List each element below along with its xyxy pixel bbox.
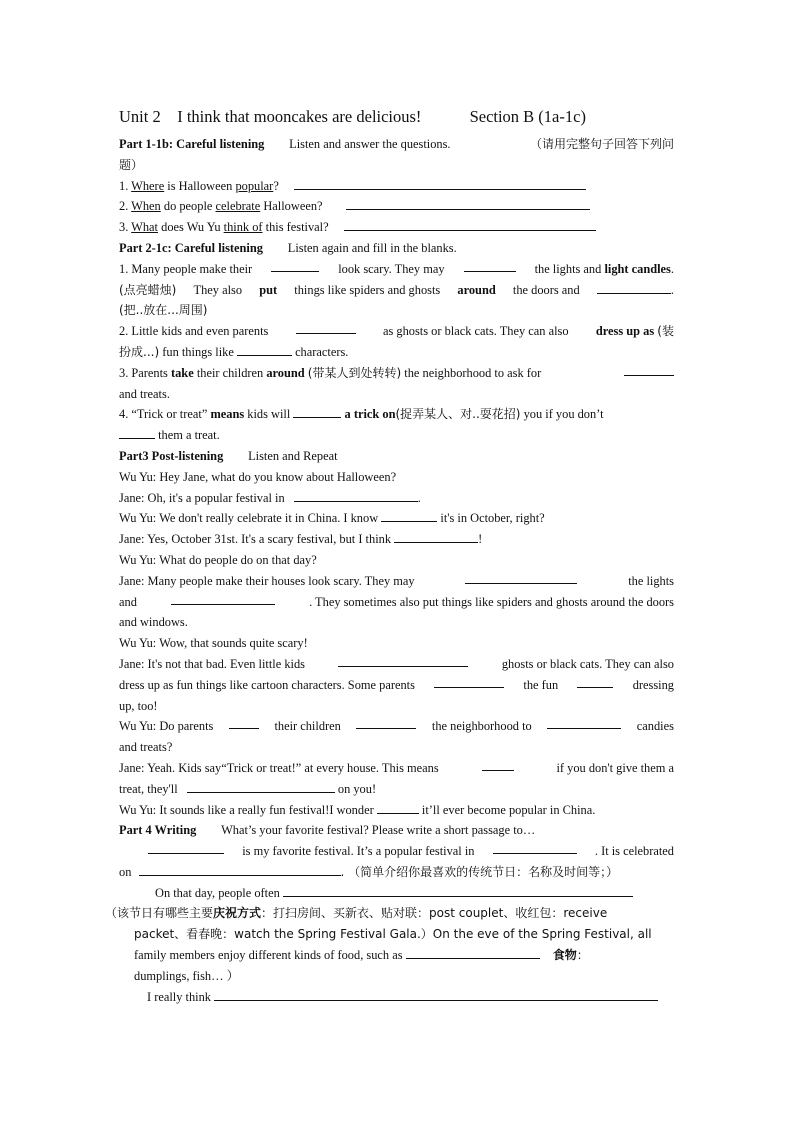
- dialogue-line: [119, 800, 674, 821]
- text: .: [417, 490, 421, 505]
- cn-note: packet、看春晚：watch the Spring Festival Gala.）On the eve of the Spring Festival, all: [134, 927, 652, 942]
- text: treat, they'll: [119, 781, 178, 796]
- key-phrase: light candles: [604, 261, 671, 276]
- fill-blank[interactable]: [187, 780, 335, 793]
- part4-instruction: What’s your favorite festival? Please write a short passage to…: [221, 823, 536, 838]
- part1-instruction: Listen and answer the questions.: [289, 137, 451, 151]
- q-keyword: popular: [235, 178, 274, 193]
- writing-hint: [105, 903, 674, 924]
- part2-sentence-4-cont: [119, 425, 674, 446]
- text: On that day, people often: [155, 885, 280, 900]
- cn-note-bold: 庆祝方式: [213, 906, 262, 921]
- writing-blank[interactable]: [493, 841, 577, 854]
- question-1: [119, 176, 674, 197]
- part4-heading: Part 4 Writing: [119, 823, 197, 838]
- q-keyword: Where: [131, 178, 165, 193]
- q-keyword: celebrate: [215, 199, 261, 214]
- cn-note: ：: [576, 948, 589, 963]
- writing-blank[interactable]: [283, 884, 633, 897]
- writing-line: [119, 862, 674, 883]
- dialogue-line: [119, 571, 674, 592]
- text: look scary. They may: [338, 261, 445, 276]
- dialogue-line: [119, 654, 674, 675]
- dialogue-line: [119, 592, 674, 613]
- text: .: [670, 282, 674, 297]
- writing-blank[interactable]: [214, 988, 658, 1001]
- part1-instruction-cn: （请用完整句子回答下列问: [529, 137, 674, 151]
- q-text: Halloween?: [263, 199, 323, 214]
- text: it’ll ever become popular in China.: [421, 802, 596, 817]
- dialogue-line: up, too!: [119, 698, 158, 713]
- cn-note: （该节日有哪些主要: [105, 906, 214, 921]
- text: ghosts or black cats. They can also: [501, 656, 674, 671]
- writing-blank[interactable]: [139, 863, 341, 876]
- text: They also: [193, 282, 243, 297]
- part2-sentence-2-cont: [119, 342, 674, 363]
- question-2: [119, 196, 674, 217]
- writing-hint: [119, 924, 674, 945]
- fill-blank[interactable]: [296, 321, 356, 334]
- fill-blank[interactable]: [356, 716, 416, 729]
- cn-note: (捉弄某人、对..耍花招): [395, 407, 521, 422]
- cn-note: . （简单介绍你最喜欢的传统节日：名称及时间等；）: [340, 864, 619, 879]
- text: as ghosts or black cats. They can also: [382, 324, 569, 339]
- text: the doors and: [512, 282, 580, 297]
- text: 3. Parents: [119, 365, 168, 380]
- key-phrase: dress up as: [595, 324, 655, 339]
- text: dressing: [632, 677, 674, 692]
- writing-blank[interactable]: [406, 946, 540, 959]
- dialogue-line: [119, 716, 674, 737]
- fill-blank[interactable]: [293, 405, 341, 418]
- fill-blank[interactable]: [294, 489, 418, 502]
- writing-blank[interactable]: [148, 841, 224, 854]
- text: candies: [636, 719, 674, 734]
- part2-sentence-2: [119, 321, 674, 342]
- text: !: [478, 532, 483, 547]
- text: Wu Yu: Do parents: [119, 719, 214, 734]
- key-phrase: a trick on: [344, 407, 396, 422]
- fill-blank[interactable]: [229, 716, 259, 729]
- page-title: [119, 100, 674, 134]
- text: Jane: Yeah. Kids say“Trick or treat!” at every house. This means: [119, 760, 439, 775]
- part3-heading-line: [119, 446, 674, 467]
- fill-blank[interactable]: [547, 716, 621, 729]
- text: kids will: [247, 407, 291, 422]
- q-keyword: think of: [223, 220, 263, 235]
- fill-blank[interactable]: [119, 426, 155, 439]
- cn-note: (点亮蜡烛): [119, 282, 177, 297]
- text: Jane: Yes, October 31st. It's a scary festival, but I think: [119, 532, 392, 547]
- dialogue-line: Wu Yu: Hey Jane, what do you know about Halloween?: [119, 469, 397, 484]
- text: the fun: [523, 677, 559, 692]
- text: the lights: [628, 573, 674, 588]
- fill-blank[interactable]: [597, 281, 671, 294]
- q-keyword: When: [131, 199, 161, 214]
- q-text: does Wu Yu: [161, 220, 221, 235]
- dialogue-line: [119, 529, 674, 550]
- fill-blank[interactable]: [577, 675, 613, 688]
- dialogue-line: Wu Yu: Wow, that sounds quite scary!: [119, 636, 308, 651]
- question-3: [119, 217, 674, 238]
- writing-hint: [119, 945, 674, 966]
- part2-sentence-1-cont: [119, 280, 674, 301]
- part4-heading-line: [119, 820, 674, 841]
- text: . It is celebrated: [594, 844, 674, 859]
- dialogue-line: Wu Yu: What do people do on that day?: [119, 552, 317, 567]
- dialogue-line: [119, 758, 674, 779]
- text: the neighborhood to ask for: [404, 365, 542, 380]
- writing-line: [119, 841, 674, 862]
- text: I really think: [147, 989, 211, 1004]
- writing-line: [119, 883, 674, 904]
- title-unit: Unit 2: [119, 107, 161, 126]
- text: family members enjoy different kinds of food, such as: [134, 948, 403, 963]
- text: and: [119, 594, 137, 609]
- text: things like spiders and ghosts: [294, 282, 441, 297]
- fill-blank[interactable]: [624, 363, 674, 376]
- part2-sentence-3: [119, 363, 674, 384]
- part1-heading-line: [119, 134, 674, 155]
- text: 4. “Trick or treat”: [119, 407, 208, 422]
- part2-heading-line: [119, 238, 674, 259]
- answer-blank[interactable]: [344, 218, 596, 231]
- key-phrase: around: [457, 282, 496, 297]
- q-text: is Halloween: [167, 178, 233, 193]
- q-number: 1.: [119, 178, 129, 193]
- q-number: 3.: [119, 220, 129, 235]
- cn-note: (带某人到处转转): [307, 365, 402, 380]
- q-text: ?: [273, 178, 279, 193]
- worksheet: [105, 100, 674, 1007]
- text: is my favorite festival. It’s a popular festival in: [242, 844, 475, 859]
- text: fun things like: [162, 344, 234, 359]
- text: . They sometimes also put things like spiders and ghosts around the doors: [309, 594, 674, 609]
- part2-instruction: Listen again and fill in the blanks.: [287, 240, 457, 255]
- part2-sentence-4: [119, 404, 674, 425]
- text: Jane: Many people make their houses look scary. They may: [119, 573, 415, 588]
- cn-note: (把..放在...周围): [119, 303, 208, 318]
- fill-blank[interactable]: [465, 571, 577, 584]
- fill-blank[interactable]: [381, 509, 437, 522]
- q-number: 2.: [119, 199, 129, 214]
- text: .: [670, 261, 674, 276]
- q-text: do people: [163, 199, 213, 214]
- text: Jane: Oh, it's a popular festival in: [119, 490, 285, 505]
- dialogue-line: and windows.: [119, 615, 188, 630]
- text: 2. Little kids and even parents: [119, 324, 269, 339]
- cn-note: ：打扫房间、买新衣、贴对联：post couplet、收红包：receive: [261, 906, 608, 921]
- part2-heading: Part 2-1c: Careful listening: [119, 240, 263, 255]
- fill-blank[interactable]: [464, 259, 516, 272]
- text: them a treat.: [158, 428, 220, 443]
- key-phrase: around: [266, 365, 305, 380]
- cn-note: 扮成...): [119, 344, 160, 359]
- writing-line: [119, 987, 674, 1008]
- dialogue-line: [119, 779, 674, 800]
- writing-hint: dumplings, fish… ）: [134, 968, 239, 983]
- text: 1. Many people make their: [119, 261, 253, 276]
- key-phrase: take: [170, 365, 194, 380]
- text: the neighborhood to: [431, 719, 532, 734]
- q-keyword: What: [131, 220, 159, 235]
- text: on you!: [337, 781, 377, 796]
- dialogue-line: [119, 488, 674, 509]
- fill-blank[interactable]: [394, 530, 478, 543]
- text: their children: [274, 719, 341, 734]
- part1-instruction-cn-cont: 题）: [119, 157, 144, 172]
- text: the lights and: [534, 261, 602, 276]
- text: it's in October, right?: [440, 511, 545, 526]
- text: you if you don’t: [523, 407, 604, 422]
- fill-blank[interactable]: [271, 259, 319, 272]
- text: Wu Yu: It sounds like a really fun festival!I wonder: [119, 802, 374, 817]
- text: Wu Yu: We don't really celebrate it in China. I know: [119, 511, 379, 526]
- key-phrase: means: [210, 407, 245, 422]
- answer-blank[interactable]: [346, 197, 590, 210]
- fill-blank[interactable]: [482, 758, 514, 771]
- dialogue-line: [119, 675, 674, 696]
- fill-blank[interactable]: [434, 675, 504, 688]
- fill-blank[interactable]: [171, 592, 275, 605]
- title-section: Section B (1a-1c): [469, 107, 586, 126]
- dialogue-line: and treats?: [119, 740, 173, 755]
- text: if you don't give them a: [556, 760, 674, 775]
- dialogue-line: [119, 508, 674, 529]
- text: and treats.: [119, 386, 170, 401]
- q-text: this festival?: [265, 220, 329, 235]
- part1-heading: Part 1-1b: Careful listening: [119, 137, 265, 151]
- part3-heading: Part3 Post-listening: [119, 448, 224, 463]
- text: characters.: [295, 344, 349, 359]
- fill-blank[interactable]: [377, 801, 419, 814]
- cn-note: (装: [657, 324, 674, 339]
- text: Jane: It's not that bad. Even little kids: [119, 656, 305, 671]
- answer-blank[interactable]: [294, 177, 586, 190]
- part3-instruction: Listen and Repeat: [248, 448, 338, 463]
- fill-blank[interactable]: [237, 343, 292, 356]
- text: their children: [196, 365, 264, 380]
- title-text: I think that mooncakes are delicious!: [177, 107, 422, 126]
- text: on: [119, 864, 132, 879]
- text: dress up as fun things like cartoon characters. Some parents: [119, 677, 415, 692]
- cn-note-bold: 食物: [552, 948, 577, 963]
- fill-blank[interactable]: [338, 654, 468, 667]
- part2-sentence-1: [119, 259, 674, 280]
- key-phrase: put: [259, 282, 278, 297]
